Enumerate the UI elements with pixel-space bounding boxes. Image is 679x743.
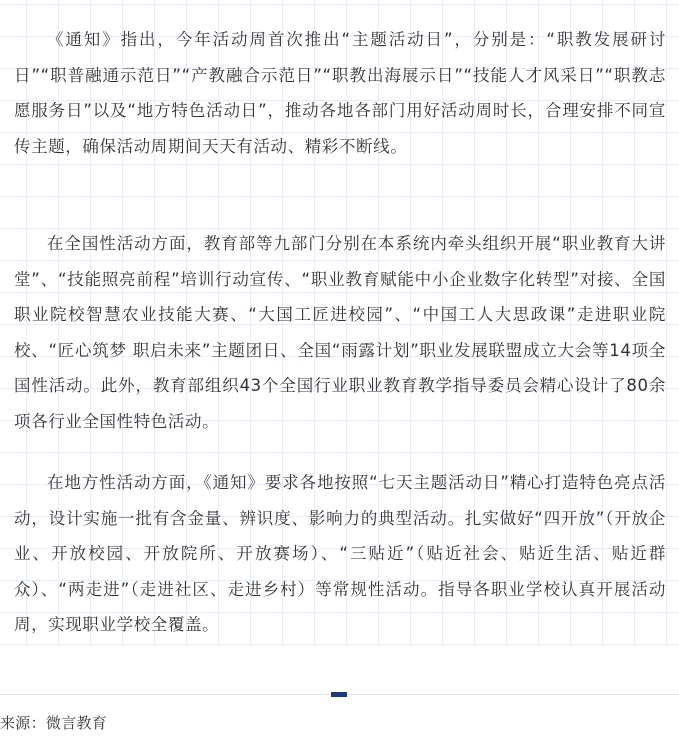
paragraph-national-activities: 在全国性活动方面，教育部等九部门分别在本系统内牵头组织开展“职业教育大讲堂”、“技能照亮前程”培训行动宣传、“职业教育赋能中小企业数字化转型”对接、全国职业院校智慧农业技能大赛、“大国工匠进校园”、“中国工人大思政课”走进职业院校、“匠心筑梦 职启未来”主题团日、全国“雨露计划”职业发展联盟成立大会等14项全国性活动。此外，教育部组织43个全国行业职业教育教学指导委员会精心设计了80余项各行业全国性特色活动。 bbox=[14, 234, 666, 431]
divider-accent-mark bbox=[331, 692, 347, 697]
source-credit: 来源：微言教育 bbox=[0, 714, 108, 732]
paragraph-local-activities: 在地方性活动方面，《通知》要求各地按照“七天主题活动日”精心打造特色亮点活动，设计实施一批有含金量、辨识度、影响力的典型活动。扎实做好“四开放”（开放企业、开放校园、开放院所、开放赛场）、“三贴近”（贴近社会、贴近生活、贴近群众）、“两走进”（走进社区、走进乡村）等常规性活动。指导各职业学校认真开展活动周，实现职业学校全覆盖。 bbox=[14, 473, 666, 634]
paragraph-notice-theme-days: 《通知》指出，今年活动周首次推出“主题活动日”，分别是：“职教发展研讨日”“职普融通示范日”“产教融合示范日”“职教出海展示日”“技能人才风采日”“职教志愿服务日”以及“地方特色活动日”，推动各地各部门用好活动周时长，合理安排不同宣传主题，确保活动周期间天天有活动、精彩不断线。 bbox=[14, 30, 666, 156]
